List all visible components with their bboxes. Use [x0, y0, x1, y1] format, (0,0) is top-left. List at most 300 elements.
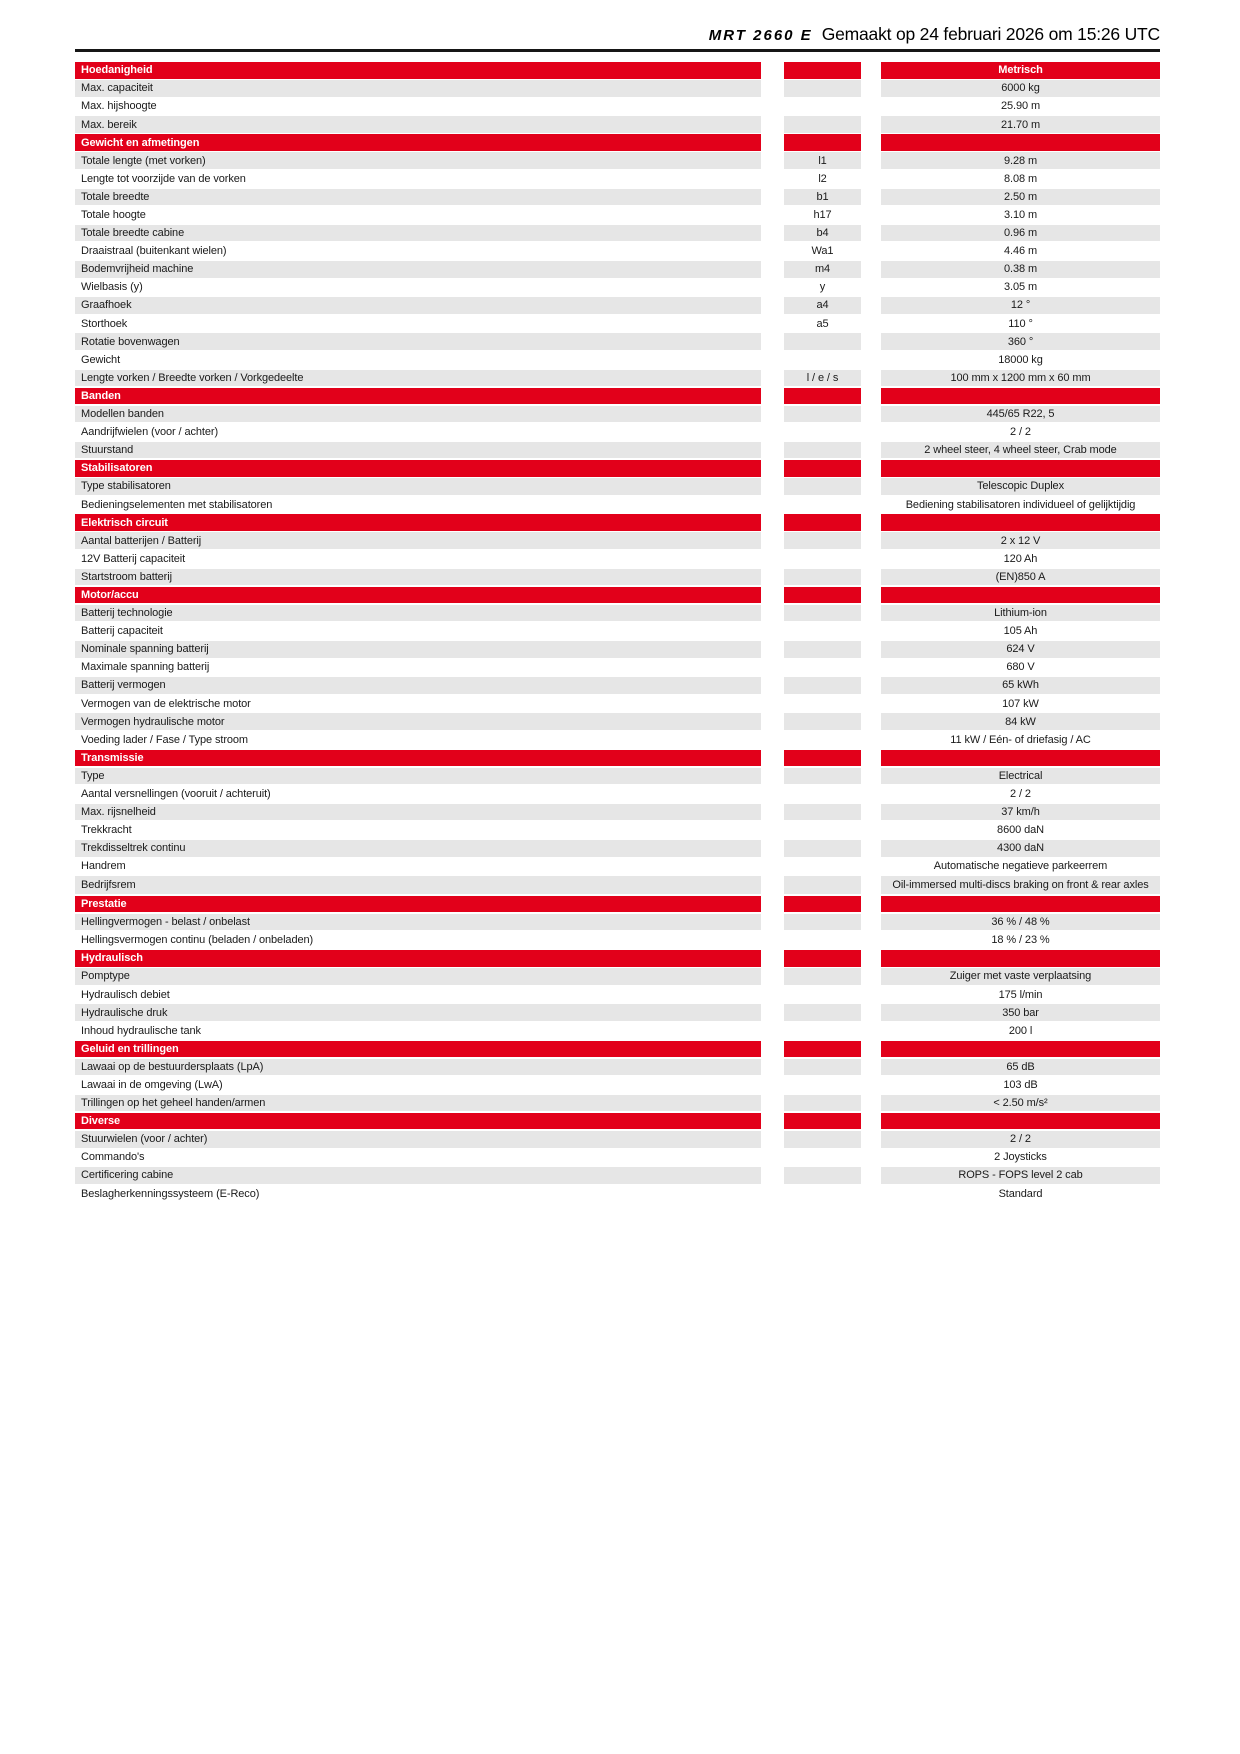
row-label: Max. bereik	[75, 116, 761, 133]
column-gap	[761, 1004, 784, 1021]
row-code	[784, 333, 861, 350]
row-label: Lengte tot voorzijde van de vorken	[75, 171, 761, 188]
row-value: 680 V	[881, 659, 1160, 676]
column-gap	[761, 478, 784, 495]
row-code	[784, 1167, 861, 1184]
row-value: 84 kW	[881, 713, 1160, 730]
column-gap	[761, 370, 784, 387]
row-value: < 2.50 m/s²	[881, 1095, 1160, 1112]
section-header-row	[75, 388, 1160, 405]
section-code-header	[784, 750, 861, 767]
column-gap	[761, 80, 784, 97]
section-title: Hydraulisch	[75, 950, 761, 967]
row-value: 11 kW / Eén- of driefasig / AC	[881, 731, 1160, 748]
section-header-row	[75, 134, 1160, 151]
column-gap	[861, 731, 881, 748]
row-code	[784, 98, 861, 115]
column-gap	[861, 1095, 881, 1112]
row-value: Telescopic Duplex	[881, 478, 1160, 495]
column-gap	[861, 532, 881, 549]
row-label: Type	[75, 768, 761, 785]
model-logo: MRT 2660 E	[708, 27, 813, 44]
spec-row	[75, 225, 1160, 242]
header-rule	[75, 49, 1160, 52]
row-label: Storthoek	[75, 315, 761, 332]
spec-row	[75, 424, 1160, 441]
spec-table	[75, 62, 1160, 1203]
column-gap	[861, 1113, 881, 1130]
row-code	[784, 406, 861, 423]
column-gap	[761, 514, 784, 531]
spec-row	[75, 1131, 1160, 1148]
spec-row	[75, 840, 1160, 857]
column-gap	[861, 858, 881, 875]
column-gap	[761, 406, 784, 423]
row-label: Bodemvrijheid machine	[75, 261, 761, 278]
column-gap	[861, 677, 881, 694]
section-value-header	[881, 514, 1160, 531]
section-code-header	[784, 62, 861, 79]
row-label: Nominale spanning batterij	[75, 641, 761, 658]
column-gap	[761, 134, 784, 151]
row-code	[784, 986, 861, 1003]
row-label: Pomptype	[75, 968, 761, 985]
row-label: Totale hoogte	[75, 207, 761, 224]
spec-row	[75, 478, 1160, 495]
row-code	[784, 532, 861, 549]
row-label: Bedrijfsrem	[75, 876, 761, 894]
section-header-row	[75, 460, 1160, 477]
column-gap	[761, 171, 784, 188]
row-label: Batterij capaciteit	[75, 623, 761, 640]
row-label: Vermogen hydraulische motor	[75, 713, 761, 730]
row-label: Max. capaciteit	[75, 80, 761, 97]
row-label: Aantal batterijen / Batterij	[75, 532, 761, 549]
column-gap	[761, 623, 784, 640]
row-value: 0.96 m	[881, 225, 1160, 242]
row-label: Draaistraal (buitenkant wielen)	[75, 243, 761, 260]
column-gap	[761, 713, 784, 730]
column-gap	[861, 116, 881, 133]
spec-row	[75, 968, 1160, 985]
row-label: Gewicht	[75, 352, 761, 369]
row-value: 105 Ah	[881, 623, 1160, 640]
spec-row	[75, 1149, 1160, 1166]
column-gap	[761, 388, 784, 405]
spec-row	[75, 858, 1160, 875]
spec-row	[75, 1022, 1160, 1039]
spec-row	[75, 189, 1160, 206]
row-code: l / e / s	[784, 370, 861, 387]
column-gap	[861, 804, 881, 821]
spec-row	[75, 297, 1160, 314]
column-gap	[861, 134, 881, 151]
column-gap	[761, 152, 784, 169]
column-gap	[761, 876, 784, 894]
section-value-header	[881, 1113, 1160, 1130]
column-gap	[761, 950, 784, 967]
row-code	[784, 1059, 861, 1076]
column-gap	[861, 496, 881, 513]
section-code-header	[784, 388, 861, 405]
column-gap	[761, 1149, 784, 1166]
row-value: 12 °	[881, 297, 1160, 314]
metric-column-header: Metrisch	[881, 62, 1160, 79]
document-header	[75, 24, 1160, 45]
spec-row	[75, 768, 1160, 785]
spec-row	[75, 1185, 1160, 1202]
column-gap	[861, 1149, 881, 1166]
section-title: Gewicht en afmetingen	[75, 134, 761, 151]
spec-row	[75, 496, 1160, 513]
row-code	[784, 623, 861, 640]
row-label: Stuurstand	[75, 442, 761, 459]
row-code	[784, 822, 861, 839]
column-gap	[861, 551, 881, 568]
column-gap	[761, 532, 784, 549]
row-code	[784, 858, 861, 875]
spec-row	[75, 623, 1160, 640]
column-gap	[861, 896, 881, 913]
column-gap	[861, 297, 881, 314]
row-value: 37 km/h	[881, 804, 1160, 821]
column-gap	[861, 424, 881, 441]
row-label: Max. rijsnelheid	[75, 804, 761, 821]
row-value: 175 l/min	[881, 986, 1160, 1003]
row-value: ROPS - FOPS level 2 cab	[881, 1167, 1160, 1184]
column-gap	[761, 1022, 784, 1039]
spec-row	[75, 1077, 1160, 1094]
column-gap	[761, 116, 784, 133]
spec-row	[75, 532, 1160, 549]
row-code	[784, 569, 861, 586]
row-value: 103 dB	[881, 1077, 1160, 1094]
row-value: 18000 kg	[881, 352, 1160, 369]
row-value: 360 °	[881, 333, 1160, 350]
section-value-header	[881, 460, 1160, 477]
section-title: Transmissie	[75, 750, 761, 767]
row-value: Oil-immersed multi-discs braking on front & rear axles	[881, 876, 1160, 894]
row-label: Lengte vorken / Breedte vorken / Vorkgedeelte	[75, 370, 761, 387]
column-gap	[861, 171, 881, 188]
column-gap	[761, 551, 784, 568]
row-code: b1	[784, 189, 861, 206]
column-gap	[861, 968, 881, 985]
column-gap	[761, 496, 784, 513]
row-label: Hellingvermogen - belast / onbelast	[75, 914, 761, 931]
row-label: Rotatie bovenwagen	[75, 333, 761, 350]
spec-row	[75, 713, 1160, 730]
spec-row	[75, 1095, 1160, 1112]
row-value: 65 dB	[881, 1059, 1160, 1076]
row-label: Hydraulische druk	[75, 1004, 761, 1021]
column-gap	[761, 98, 784, 115]
spec-row	[75, 80, 1160, 97]
column-gap	[861, 786, 881, 803]
column-gap	[761, 352, 784, 369]
column-gap	[761, 695, 784, 712]
spec-row	[75, 1004, 1160, 1021]
row-label: Totale breedte cabine	[75, 225, 761, 242]
column-gap	[861, 822, 881, 839]
row-label: Wielbasis (y)	[75, 279, 761, 296]
column-gap	[761, 261, 784, 278]
row-value: 2 x 12 V	[881, 532, 1160, 549]
row-code: Wa1	[784, 243, 861, 260]
spec-row	[75, 731, 1160, 748]
section-header-row	[75, 587, 1160, 604]
row-code: a4	[784, 297, 861, 314]
column-gap	[761, 460, 784, 477]
row-value: Lithium-ion	[881, 605, 1160, 622]
column-gap	[761, 822, 784, 839]
column-gap	[861, 243, 881, 260]
row-code	[784, 1004, 861, 1021]
spec-row	[75, 1059, 1160, 1076]
row-value: 2 / 2	[881, 786, 1160, 803]
spec-row	[75, 551, 1160, 568]
section-title: Prestatie	[75, 896, 761, 913]
column-gap	[861, 1059, 881, 1076]
row-code: y	[784, 279, 861, 296]
section-value-header	[881, 750, 1160, 767]
section-code-header	[784, 460, 861, 477]
row-code	[784, 551, 861, 568]
section-value-header	[881, 587, 1160, 604]
row-value: Standard	[881, 1185, 1160, 1202]
generated-timestamp: Gemaakt op 24 februari 2026 om 15:26 UTC	[821, 24, 1160, 44]
column-gap	[861, 62, 881, 79]
row-code	[784, 641, 861, 658]
section-header-row	[75, 62, 1160, 79]
row-value: 25.90 m	[881, 98, 1160, 115]
spec-row	[75, 786, 1160, 803]
column-gap	[761, 315, 784, 332]
row-label: Trekkracht	[75, 822, 761, 839]
section-title: Stabilisatoren	[75, 460, 761, 477]
spec-row	[75, 98, 1160, 115]
spec-row	[75, 605, 1160, 622]
row-code	[784, 605, 861, 622]
row-value: Zuiger met vaste verplaatsing	[881, 968, 1160, 985]
row-label: Aandrijfwielen (voor / achter)	[75, 424, 761, 441]
row-label: Graafhoek	[75, 297, 761, 314]
row-code	[784, 116, 861, 133]
row-code	[784, 352, 861, 369]
section-header-row	[75, 950, 1160, 967]
spec-row	[75, 804, 1160, 821]
row-code	[784, 840, 861, 857]
row-value: 6000 kg	[881, 80, 1160, 97]
row-value: 445/65 R22, 5	[881, 406, 1160, 423]
row-label: Totale breedte	[75, 189, 761, 206]
column-gap	[861, 914, 881, 931]
column-gap	[861, 279, 881, 296]
section-value-header	[881, 896, 1160, 913]
row-code	[784, 442, 861, 459]
row-value: 200 l	[881, 1022, 1160, 1039]
column-gap	[761, 641, 784, 658]
column-gap	[761, 731, 784, 748]
column-gap	[761, 840, 784, 857]
column-gap	[861, 768, 881, 785]
row-label: Handrem	[75, 858, 761, 875]
row-code: m4	[784, 261, 861, 278]
column-gap	[861, 1167, 881, 1184]
row-value: 3.05 m	[881, 279, 1160, 296]
column-gap	[861, 1185, 881, 1202]
row-label: Lawaai in de omgeving (LwA)	[75, 1077, 761, 1094]
section-header-row	[75, 896, 1160, 913]
section-code-header	[784, 1041, 861, 1058]
column-gap	[761, 1167, 784, 1184]
section-title: Hoedanigheid	[75, 62, 761, 79]
spec-row	[75, 986, 1160, 1003]
column-gap	[761, 914, 784, 931]
row-code	[784, 786, 861, 803]
column-gap	[861, 641, 881, 658]
column-gap	[761, 225, 784, 242]
column-gap	[761, 442, 784, 459]
row-value: 18 % / 23 %	[881, 932, 1160, 949]
row-value: 8600 daN	[881, 822, 1160, 839]
column-gap	[861, 514, 881, 531]
row-code	[784, 677, 861, 694]
row-label: Beslagherkenningssysteem (E-Reco)	[75, 1185, 761, 1202]
row-label: Trillingen op het geheel handen/armen	[75, 1095, 761, 1112]
row-code	[784, 80, 861, 97]
row-label: Batterij technologie	[75, 605, 761, 622]
column-gap	[761, 968, 784, 985]
column-gap	[861, 986, 881, 1003]
section-value-header	[881, 950, 1160, 967]
spec-row	[75, 207, 1160, 224]
column-gap	[861, 98, 881, 115]
row-value: 21.70 m	[881, 116, 1160, 133]
row-value: 9.28 m	[881, 152, 1160, 169]
section-code-header	[784, 1113, 861, 1130]
section-value-header	[881, 134, 1160, 151]
row-code	[784, 1131, 861, 1148]
column-gap	[861, 950, 881, 967]
column-gap	[861, 189, 881, 206]
row-code: l1	[784, 152, 861, 169]
row-label: Certificering cabine	[75, 1167, 761, 1184]
column-gap	[861, 261, 881, 278]
column-gap	[861, 605, 881, 622]
spec-row	[75, 370, 1160, 387]
row-label: Vermogen van de elektrische motor	[75, 695, 761, 712]
column-gap	[761, 587, 784, 604]
column-gap	[761, 896, 784, 913]
spec-row	[75, 932, 1160, 949]
column-gap	[861, 207, 881, 224]
row-label: Modellen banden	[75, 406, 761, 423]
row-code	[784, 1185, 861, 1202]
row-label: Type stabilisatoren	[75, 478, 761, 495]
row-value: 4300 daN	[881, 840, 1160, 857]
column-gap	[761, 605, 784, 622]
spec-row	[75, 641, 1160, 658]
section-value-header	[881, 388, 1160, 405]
row-label: Maximale spanning batterij	[75, 659, 761, 676]
column-gap	[861, 695, 881, 712]
column-gap	[861, 713, 881, 730]
row-value: Automatische negatieve parkeerrem	[881, 858, 1160, 875]
row-code	[784, 1095, 861, 1112]
row-value: 8.08 m	[881, 171, 1160, 188]
column-gap	[861, 388, 881, 405]
column-gap	[861, 1131, 881, 1148]
row-code: l2	[784, 171, 861, 188]
spec-row	[75, 152, 1160, 169]
column-gap	[761, 804, 784, 821]
row-code	[784, 478, 861, 495]
row-label: Voeding lader / Fase / Type stroom	[75, 731, 761, 748]
row-value: 65 kWh	[881, 677, 1160, 694]
row-value: 2 / 2	[881, 424, 1160, 441]
row-value: 100 mm x 1200 mm x 60 mm	[881, 370, 1160, 387]
row-code	[784, 876, 861, 894]
section-header-row	[75, 1041, 1160, 1058]
section-code-header	[784, 587, 861, 604]
column-gap	[861, 840, 881, 857]
column-gap	[861, 478, 881, 495]
column-gap	[861, 1004, 881, 1021]
column-gap	[761, 207, 784, 224]
row-code	[784, 496, 861, 513]
spec-row	[75, 116, 1160, 133]
column-gap	[861, 333, 881, 350]
column-gap	[761, 677, 784, 694]
spec-row	[75, 914, 1160, 931]
row-code	[784, 968, 861, 985]
column-gap	[861, 152, 881, 169]
row-code	[784, 914, 861, 931]
column-gap	[761, 62, 784, 79]
column-gap	[861, 876, 881, 894]
section-title: Geluid en trillingen	[75, 1041, 761, 1058]
column-gap	[861, 442, 881, 459]
row-label: Batterij vermogen	[75, 677, 761, 694]
column-gap	[861, 569, 881, 586]
column-gap	[761, 786, 784, 803]
row-code	[784, 1022, 861, 1039]
column-gap	[861, 587, 881, 604]
spec-row	[75, 569, 1160, 586]
spec-row	[75, 333, 1160, 350]
spec-row	[75, 279, 1160, 296]
column-gap	[861, 370, 881, 387]
section-title: Motor/accu	[75, 587, 761, 604]
row-code: b4	[784, 225, 861, 242]
section-header-row	[75, 750, 1160, 767]
row-value: Bediening stabilisatoren individueel of gelijktijdig	[881, 496, 1160, 513]
spec-row	[75, 406, 1160, 423]
section-code-header	[784, 950, 861, 967]
column-gap	[761, 932, 784, 949]
row-value: 0.38 m	[881, 261, 1160, 278]
column-gap	[761, 1095, 784, 1112]
row-code	[784, 804, 861, 821]
row-value: 36 % / 48 %	[881, 914, 1160, 931]
column-gap	[861, 1041, 881, 1058]
row-code	[784, 1149, 861, 1166]
row-label: Trekdisseltrek continu	[75, 840, 761, 857]
row-label: Stuurwielen (voor / achter)	[75, 1131, 761, 1148]
spec-row	[75, 352, 1160, 369]
spec-row	[75, 243, 1160, 260]
